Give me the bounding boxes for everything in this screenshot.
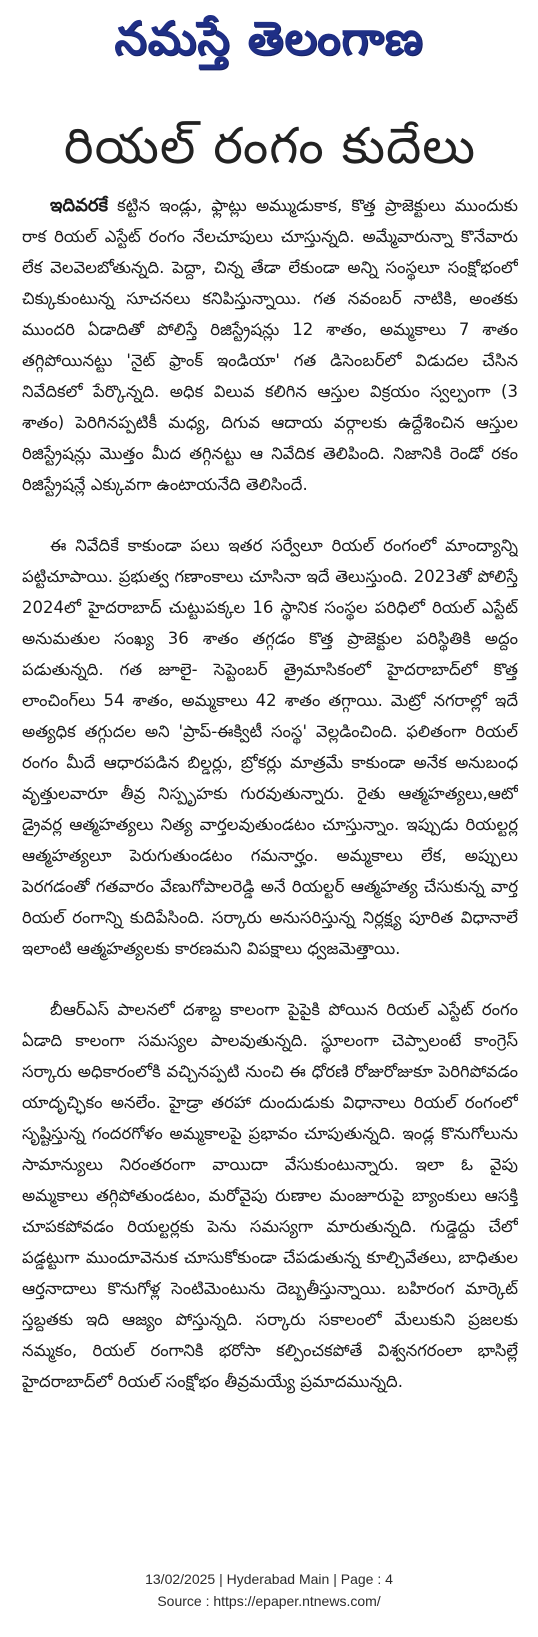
- article-paragraph-2: ఈ నివేదికే కాకుండా పలు ఇతర సర్వేలూ రియల్ రంగంలో మాంద్యాన్ని పట్టిచూపాయి. ప్రభుత్వ గణాంకాలు చూసినా ఇదే తెలుస్తుంది. 2023తో పోలిస్తే 2024లో హైదరాబాద్ చుట్టుపక్కల 16 స్థానిక సంస్థల పరిధిలో రియల్ ఎస్టేట్ అనుమతుల సంఖ్య 36 శాతం తగ్గడం కొత్త ప్రాజెక్టుల పరిస్థితికి అద్దం పడుతున్నది. గత జూలై- సెప్టెంబర్ త్రైమాసికంలో హైదరాబాద్‌లో కొత్త లాంచింగ్‌లు 54 శాతం, అమ్మకాలు 42 శాతం తగ్గాయి. మెట్రో నగరాల్లో ఇదే అత్యధిక తగ్గుదల అని 'ప్రాప్-ఈక్విటీ సంస్థ' వెల్లడించింది. ఫలితంగా రియల్ రంగం మీదే ఆధారపడిన బిల్డర్లు, బ్రోకర్లు మాత్రమే కాకుండా అనేక అనుబంధ వృత్తులవారూ తీవ్ర నిస్పృహకు గురవుతున్నారు. రైతు ఆత్మహత్యలు,ఆటో డ్రైవర్ల ఆత్మహత్యలు నిత్య వార్తలవుతుండటం చూస్తున్నాం. ఇప్పుడు రియల్టర్ల ఆత్మహత్యలూ పెరుగుతుండటం గమనార్హం. అమ్మకాలు లేక, అప్పులు పెరగడంతో గతవారం వేణుగోపాలరెడ్డి అనే రియల్టర్ ఆత్మహత్య చేసుకున్న వార్త రియల్ రంగాన్ని కుదిపేసింది. సర్కారు అనుసరిస్తున్న నిర్లక్ష్య పూరిత విధానాలే ఇలాంటి ఆత్మహత్యలకు కారణమని విపక్షాలు ధ్వజమెత్తాయి.: [22, 536, 518, 958]
- article-body: [22, 190, 518, 1490]
- footer-source: Source : https://epaper.ntnews.com/: [157, 1593, 381, 1609]
- article-headline: రియల్ రంగం కుదేలు: [63, 116, 477, 175]
- masthead-logo: నమస్తే తెలంగాణ: [114, 11, 424, 65]
- page-footer: [0, 1568, 538, 1612]
- headline-area: [20, 116, 520, 188]
- footer-dateline: 13/02/2025 | Hyderabad Main | Page : 4: [145, 1571, 393, 1587]
- article-paragraph-3: బీఆర్‌ఎస్ పాలనలో దశాబ్ద కాలంగా పైపైకి పోయిన రియల్ ఎస్టేట్ రంగం ఏడాది కాలంగా సమస్యల పాలవుతున్నది. స్థూలంగా చెప్పాలంటే కాంగ్రెస్ సర్కారు అధికారంలోకి వచ్చినప్పటి నుంచి ఈ ధోరణి రోజురోజుకూ పెరిగిపోవడం యాదృచ్ఛికం అనలేం. హైడ్రా తరహా దుందుడుకు విధానాలు రియల్ రంగంలో సృష్టిస్తున్న గందరగోళం అమ్మకాలపై ప్రభావం చూపుతున్నది. ఇండ్ల కొనుగోలును సామాన్యులు నిరంతరంగా వాయిదా వేసుకుంటున్నారు. ఇలా ఓ వైపు అమ్మకాలు తగ్గిపోతుండటం, మరోవైపు రుణాల మంజూరుపై బ్యాంకులు ఆసక్తి చూపకపోవడం రియల్టర్లకు పెను సమస్యగా మారుతున్నది. గుడ్డెద్దు చేలో పడ్డట్టుగా ముందూవెనుక చూసుకోకుండా చేపడుతున్న కూల్చివేతలు, బాధితుల ఆర్తనాదాలు కొనుగోళ్ల సెంటిమెంటును దెబ్బతీస్తున్నాయి. బహిరంగ మార్కెట్ స్తబ్దతకు ఇది ఆజ్యం పోస్తున్నది. సర్కారు సకాలంలో మేలుకుని ప్రజలకు నమ్మకం, రియల్ రంగానికి భరోసా కల్పించకపోతే విశ్వనగరంలా భాసిల్లే హైదరాబాద్‌లో రియల్ సంక్షోభం తీవ్రమయ్యే ప్రమాదమున్నది.: [22, 1000, 518, 1391]
- newspaper-masthead: [0, 0, 538, 88]
- paragraph-1-text: కట్టిన ఇండ్లు, ఫ్లాట్లు అమ్ముడుకాక, కొత్త ప్రాజెక్టులు ముందుకు రాక రియల్ ఎస్టేట్ రంగం నేలచూపులు చూస్తున్నది. అమ్మేవారున్నా కొనేవారు లేక వెలవెలబోతున్నది. పెద్దా, చిన్న తేడా లేకుండా అన్ని సంస్థలూ సంక్షోభంలో చిక్కుకుంటున్న సూచనలు కనిపిస్తున్నాయి. గత నవంబర్ నాటికి, అంతకు ముందరి ఏడాదితో పోలిస్తే రిజిస్ట్రేషన్లు 12 శాతం, అమ్మకాలు 7 శాతం తగ్గిపోయినట్టు 'నైట్ ఫ్రాంక్ ఇండియా' గత డిసెంబర్‌లో విడుదల చేసిన నివేదికలో పేర్కొన్నది. అధిక విలువ కలిగిన ఆస్తుల విక్రయం స్వల్పంగా (3 శాతం) పెరిగినప్పటికీ మధ్య, దిగువ ఆదాయ వర్గాలకు ఉద్దేశించిన ఆస్తుల రిజిస్ట్రేషన్లు మొత్తం మీద తగ్గినట్టు ఆ నివేదిక తెలిపింది. నిజానికి రెండో రకం రిజిస్ట్రేషన్లే ఎక్కువగా ఉంటాయనేది తెలిసిందే.: [22, 196, 518, 494]
- article-paragraph-1: [22, 190, 518, 500]
- lead-word: ఇదివరకే: [50, 195, 108, 216]
